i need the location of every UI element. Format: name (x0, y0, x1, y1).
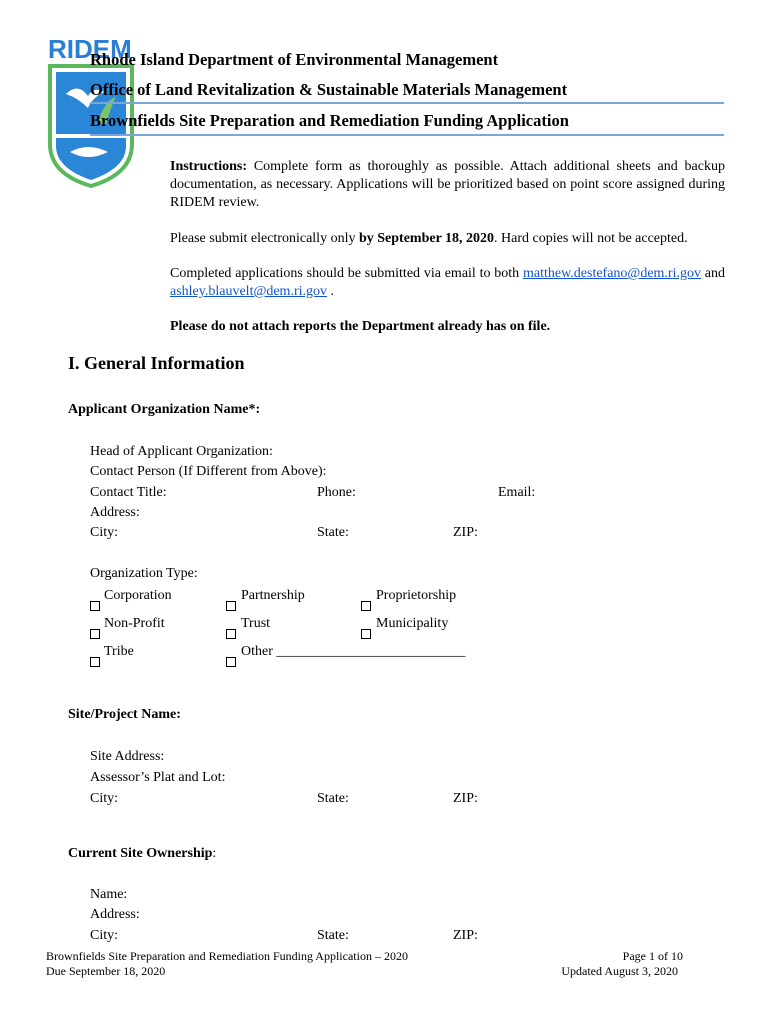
checkbox-partnership[interactable] (226, 601, 236, 611)
option-tribe: Tribe (104, 644, 134, 659)
checkbox-corporation[interactable] (90, 601, 100, 611)
submission-deadline (170, 230, 725, 248)
plat-lot-label: Assessor’s Plat and Lot: (90, 770, 226, 785)
owner-address-label: Address: (90, 907, 140, 922)
head-of-org-label: Head of Applicant Organization: (90, 444, 273, 459)
footer-page-number: Page 1 of 10 (622, 949, 683, 963)
submit-end: . (327, 284, 335, 299)
header-rule-1 (90, 102, 724, 104)
checkbox-proprietorship[interactable] (361, 601, 371, 611)
site-zip-label: ZIP: (453, 791, 478, 806)
owner-city-label: City: (90, 928, 119, 943)
instructions-text: Complete form as thoroughly as possible. Attach additional sheets and backup documentation, as necessary. Applications will be prioritized based on point score assigned during RIDEM review. (170, 159, 725, 210)
checkbox-nonprofit[interactable] (90, 629, 100, 639)
owner-name-label: Name: (90, 887, 128, 902)
checkbox-municipality[interactable] (361, 629, 371, 639)
attach-note: Please do not attach reports the Department already has on file. (170, 319, 551, 334)
site-address-label: Site Address: (90, 749, 165, 764)
submission-instructions (170, 265, 725, 301)
header-rule-2 (90, 134, 724, 136)
deadline-pre: Please submit electronically only (170, 231, 359, 246)
site-project-label: Site/Project Name: (68, 707, 181, 722)
instructions-paragraph (170, 158, 725, 212)
section-general-information: I. General Information (68, 353, 245, 373)
footer-due-date: Due September 18, 2020 (46, 964, 166, 978)
city-label: City: (90, 525, 119, 540)
email-link-2[interactable]: ashley.blauvelt@dem.ri.gov (170, 284, 328, 299)
email-label: Email: (498, 485, 536, 500)
submit-and: and (700, 266, 725, 281)
svg-text:RIDEM: RIDEM (48, 34, 132, 64)
option-partnership: Partnership (241, 588, 305, 603)
address-label: Address: (90, 505, 140, 520)
header-line-3: Brownfields Site Preparation and Remediation Funding Application (90, 111, 569, 130)
checkbox-trust[interactable] (226, 629, 236, 639)
deadline-date: by September 18, 2020 (358, 231, 495, 246)
option-trust: Trust (241, 616, 271, 631)
org-type-label: Organization Type: (90, 566, 198, 581)
ownership-heading (68, 845, 216, 863)
option-nonprofit: Non-Profit (104, 616, 165, 631)
state-label: State: (317, 525, 349, 540)
option-corporation: Corporation (104, 588, 172, 603)
checkbox-other[interactable] (226, 657, 236, 667)
owner-zip-label: ZIP: (453, 928, 478, 943)
deadline-post: . Hard copies will not be accepted. (494, 231, 688, 246)
zip-label: ZIP: (453, 525, 478, 540)
ownership-colon: : (212, 846, 217, 861)
option-other: Other ___________________________ (241, 644, 466, 659)
option-municipality: Municipality (376, 616, 449, 631)
header-line-1: Rhode Island Department of Environmental Management (90, 50, 499, 69)
footer-title: Brownfields Site Preparation and Remediation Funding Application – 2020 (46, 949, 408, 963)
ownership-label: Current Site Ownership (68, 846, 213, 861)
checkbox-tribe[interactable] (90, 657, 100, 667)
email-link-1[interactable]: matthew.destefano@dem.ri.gov (522, 266, 701, 281)
contact-person-label: Contact Person (If Different from Above): (90, 464, 327, 479)
header-line-2: Office of Land Revitalization & Sustainable Materials Management (90, 80, 568, 99)
option-proprietorship: Proprietorship (376, 588, 457, 603)
footer-updated: Updated August 3, 2020 (561, 964, 678, 978)
contact-title-label: Contact Title: (90, 485, 167, 500)
submit-pre: Completed applications should be submitted via email to both (170, 266, 523, 281)
owner-state-label: State: (317, 928, 349, 943)
phone-label: Phone: (317, 485, 356, 500)
site-city-label: City: (90, 791, 119, 806)
site-state-label: State: (317, 791, 349, 806)
instructions-label: Instructions: (170, 159, 248, 174)
applicant-name-label: Applicant Organization Name*: (68, 402, 261, 417)
